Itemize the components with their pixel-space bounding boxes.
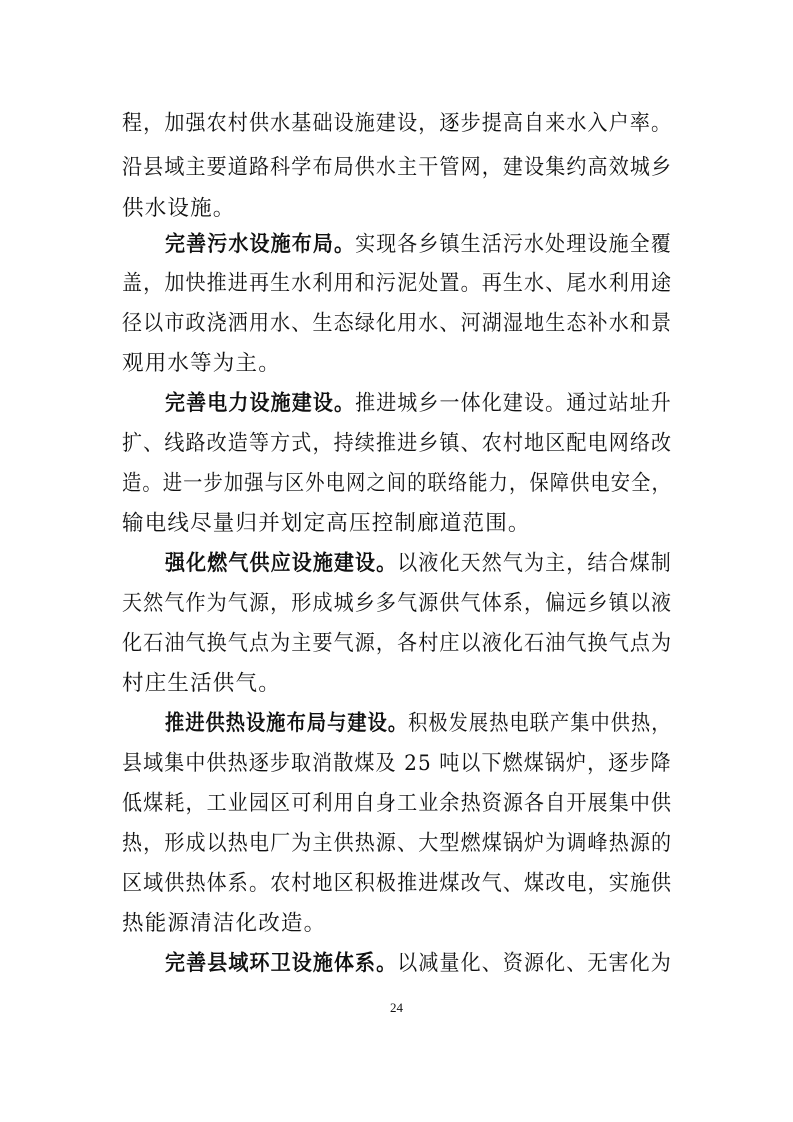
text-line: 积极发展热电联产集中供热， <box>408 711 672 736</box>
text-line: 实现各乡镇生活污水处理设施全覆 <box>355 232 672 257</box>
text-line: 扩、线路改造等方式，持续推进乡镇、农村地区配电网络改 <box>122 431 673 456</box>
text-line: 以液化天然气为主，结合煤制 <box>397 551 672 576</box>
text-line: 热，形成以热电厂为主供热源、大型燃煤锅炉为调峰热源的 <box>122 831 673 856</box>
paragraph-first-line <box>165 233 672 257</box>
text-line: 天然气作为气源，形成城乡多气源供气体系，偏远乡镇以液 <box>122 591 673 616</box>
paragraph-heading: 完善县域环卫设施体系。 <box>165 951 398 976</box>
text-line: 程，加强农村供水基础设施建设，逐步提高自来水入户率。 <box>122 111 673 136</box>
text-line: 化石油气换气点为主要气源，各村庄以液化石油气换气点为 <box>122 631 673 656</box>
paragraph-heading: 推进供热设施布局与建设。 <box>165 711 409 736</box>
text-line: 输电线尽量归并划定高压控制廊道范围。 <box>122 511 531 536</box>
paragraph-heading: 强化燃气供应设施建设。 <box>165 551 398 576</box>
text-line: 沿县域主要道路科学布局供水主干管网，建设集约高效城乡 <box>122 155 673 180</box>
paragraph-first-line <box>165 552 672 576</box>
paragraph-heading: 完善污水设施布局。 <box>165 232 356 257</box>
text-line: 推进城乡一体化建设。通过站址升 <box>355 391 672 416</box>
page-number: 24 <box>390 1000 403 1015</box>
text-line: 以减量化、资源化、无害化为 <box>397 951 672 976</box>
paragraph-first-line <box>165 712 672 736</box>
text-line: 供水设施。 <box>122 196 236 221</box>
text-line: 盖，加快推进再生水利用和污泥处置。再生水、尾水利用途 <box>122 271 673 296</box>
text-line: 观用水等为主。 <box>122 351 281 376</box>
text-line: 低煤耗，工业园区可利用自身工业余热资源各自开展集中供 <box>122 791 673 816</box>
text-line: 村庄生活供气。 <box>122 671 281 696</box>
paragraph-first-line <box>165 392 672 416</box>
paragraph-heading: 完善电力设施建设。 <box>165 391 356 416</box>
paragraph-first-line <box>165 952 672 976</box>
text-line: 径以市政浇洒用水、生态绿化用水、河湖湿地生态补水和景 <box>122 311 673 336</box>
text-line: 造。进一步加强与区外电网之间的联络能力，保障供电安全， <box>122 471 672 496</box>
text-line: 热能源清洁化改造。 <box>122 911 327 936</box>
text-line: 区域供热体系。农村地区积极推进煤改气、煤改电，实施供 <box>122 871 673 896</box>
text-line: 县域集中供热逐步取消散煤及 25 吨以下燃煤锅炉，逐步降 <box>122 751 672 776</box>
